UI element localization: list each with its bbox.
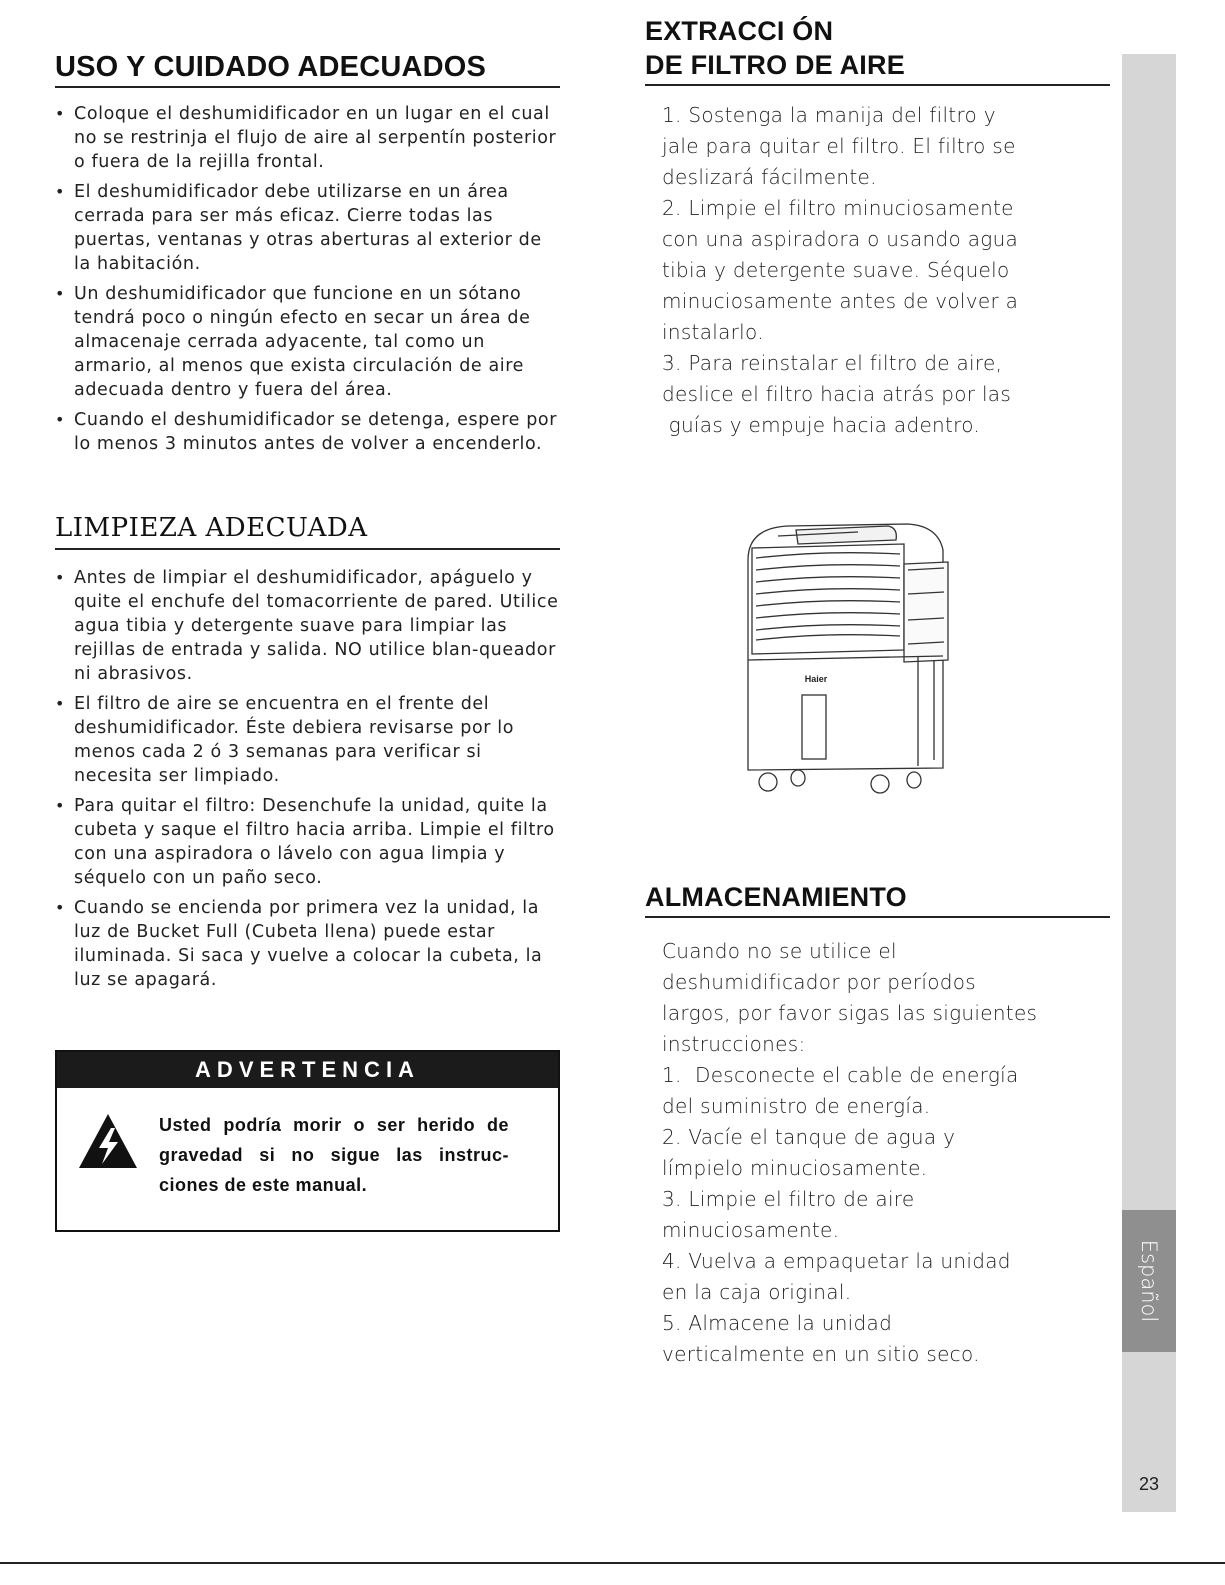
extraccion-title-line-2: DE FILTRO DE AIRE (645, 50, 905, 80)
extraccion-step-line: tibia y detergente suave. Séquelo (662, 258, 1010, 282)
almacenamiento-step-line: Cuando no se utilice el (662, 939, 897, 963)
limpieza-list-item: • Para quitar el filtro: Desenchufe la unidad, quite la cubeta y saque el filtro hacia arriba. Limpie el filtro con una aspiradora o lávelo con agua limpia y séquelo con un paño seco. (55, 794, 560, 890)
extraccion-step-line: jale para quitar el filtro. El filtro se (662, 134, 1016, 158)
almacenamiento-step-line: en la caja original. (662, 1280, 852, 1304)
uso-heading-rule (55, 50, 560, 88)
almacenamiento-heading-rule (645, 880, 1110, 918)
limpieza-list-item: • Cuando se encienda por primera vez la unidad, la luz de Bucket Full (Cubeta llena) puede estar iluminada. Si saca y vuelve a colocar la cubeta, la luz se apagará. (55, 896, 560, 992)
left-column (55, 0, 560, 998)
extraccion-step-line: 2. Limpie el filtro minuciosamente (662, 196, 1014, 220)
warning-box (55, 1050, 560, 1232)
uso-title: USO Y CUIDADO ADECUADOS (55, 51, 487, 83)
limpieza-title: LIMPIEZA ADECUADA (55, 513, 368, 543)
extraccion-step-line: deslice el filtro hacia atrás por las (662, 382, 1012, 406)
bottom-rule (0, 1562, 1225, 1564)
warning-title: ADVERTENCIA (57, 1052, 558, 1088)
almacenamiento-step-line: verticalmente en un sitio seco. (662, 1342, 980, 1366)
brand-label: Haier (804, 674, 828, 684)
extraccion-steps (645, 100, 1110, 441)
almacenamiento-step-line: 4. Vuelva a empaquetar la unidad (662, 1249, 1011, 1273)
language-tab (1122, 1210, 1176, 1352)
almacenamiento-step-line: minuciosamente. (662, 1218, 840, 1242)
uso-list-item: • El deshumidificador debe utilizarse en un área cerrada para ser más eficaz. Cierre todas las puertas, ventanas y otras aberturas al exterior de la habitación. (55, 180, 560, 276)
extraccion-step-line: 3. Para reinstalar el filtro de aire, (662, 351, 1003, 375)
almacenamiento-step-line: 3. Limpie el filtro de aire (662, 1187, 915, 1211)
limpieza-list-item: • El filtro de aire se encuentra en el frente del deshumidificador. Éste debiera revisarse por lo menos cada 2 ó 3 semanas para verificar si necesita ser limpiado. (55, 692, 560, 788)
uso-list (55, 102, 560, 456)
extraccion-title-line-1: EXTRACCI ÓN (645, 16, 834, 46)
extraccion-step-line: con una aspiradora o usando agua (662, 227, 1019, 251)
almacenamiento-steps (645, 936, 1110, 1370)
almacenamiento-step-line: 5. Almacene la unidad (662, 1311, 893, 1335)
extraccion-step-line: guías y empuje hacia adentro. (662, 413, 981, 437)
almacenamiento-section (645, 880, 1110, 1370)
almacenamiento-title: ALMACENAMIENTO (645, 882, 907, 912)
uso-list-item: • Un deshumidificador que funcione en un sótano tendrá poco o ningún efecto en secar un área de almacenaje cerrada adyacente, tal como un armario, al menos que exista circulación de aire adecuada dentro y fuera del área. (55, 282, 560, 402)
almacenamiento-step-line: límpielo minuciosamente. (662, 1156, 928, 1180)
extraccion-step-line: instalarlo. (662, 320, 764, 344)
warning-text: Usted podría morir o ser herido de gravedad si no sigue las instruc-ciones de este manual. (159, 1115, 509, 1195)
extraccion-step-line: 1. Sostenga la manija del filtro y (662, 103, 996, 127)
right-column (645, 0, 1110, 441)
almacenamiento-step-line: 1. Desconecte el cable de energía (662, 1063, 1019, 1087)
almacenamiento-step-line: 2. Vacíe el tanque de agua y (662, 1125, 956, 1149)
limpieza-list (55, 566, 560, 992)
page-number: 23 (1138, 1474, 1160, 1494)
uso-list-item: • Cuando el deshumidificador se detenga, espere por lo menos 3 minutos antes de volver a encenderlo. (55, 408, 560, 456)
language-tab-label: Español (1137, 1239, 1161, 1323)
limpieza-list-item: • Antes de limpiar el deshumidificador, apáguelo y quite el enchufe del tomacorriente de pared. Utilice agua tibia y detergente suave para limpiar las rejillas de entrada y salida. NO utilice blan-queador ni abrasivos. (55, 566, 560, 686)
extraccion-step-line: minuciosamente antes de volver a (662, 289, 1019, 313)
extraccion-step-line: deslizará fácilmente. (662, 165, 877, 189)
almacenamiento-step-line: del suministro de energía. (662, 1094, 931, 1118)
limpieza-heading-rule (55, 512, 560, 550)
electric-hazard-icon (77, 1112, 139, 1174)
extraccion-heading-rule (645, 14, 1110, 86)
almacenamiento-step-line: instrucciones: (662, 1032, 806, 1056)
almacenamiento-step-line: deshumidificador por períodos (662, 970, 977, 994)
dehumidifier-illustration (738, 520, 958, 800)
uso-list-item: • Coloque el deshumidificador en un lugar en el cual no se restrinja el flujo de aire al serpentín posterior o fuera de la rejilla frontal. (55, 102, 560, 174)
almacenamiento-step-line: largos, por favor sigas las siguientes (662, 1001, 1038, 1025)
